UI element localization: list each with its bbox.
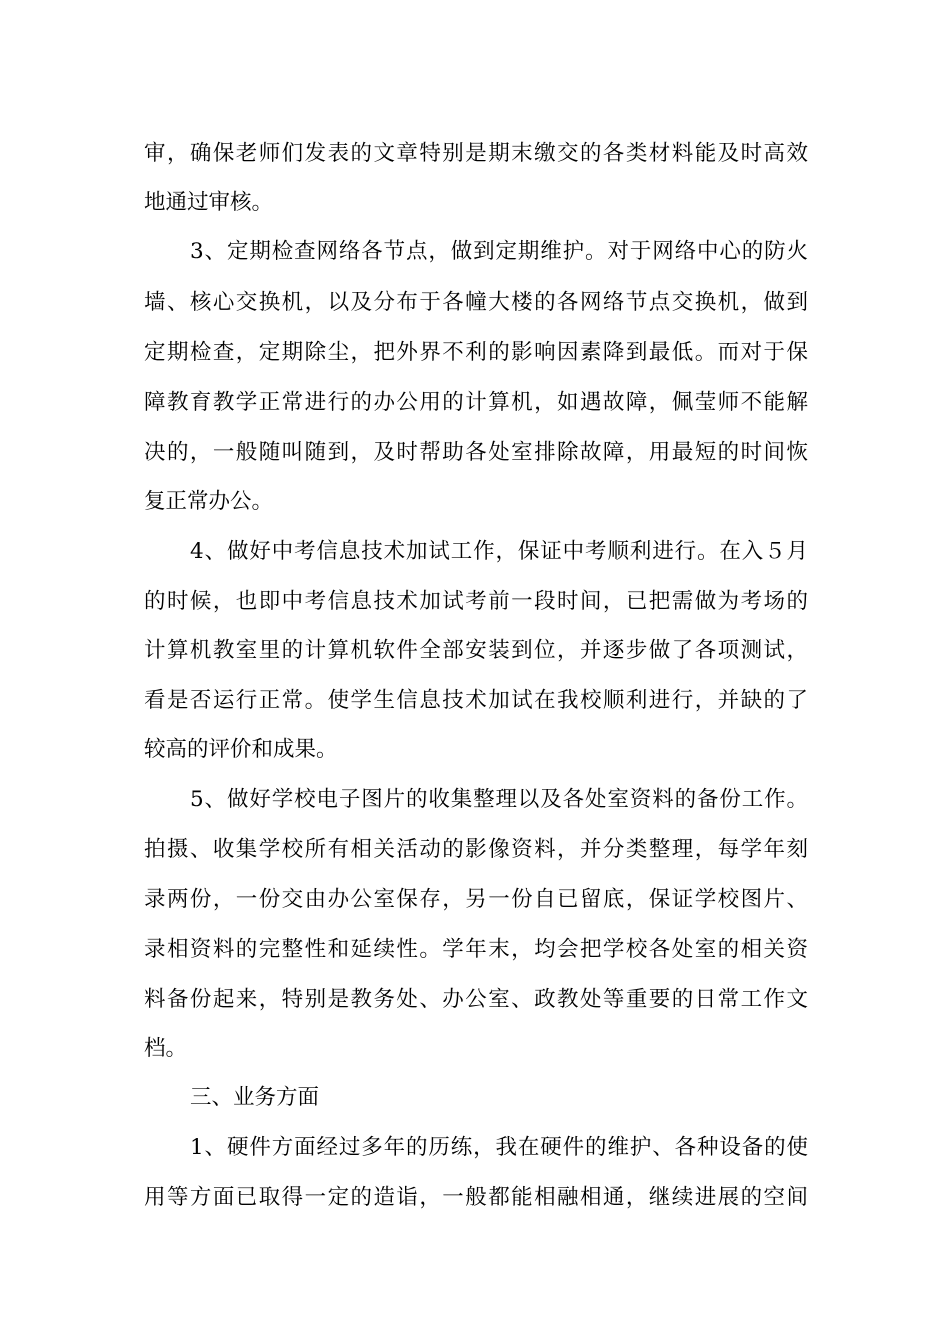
section-heading: 三、业务方面 (190, 1085, 320, 1110)
text-line: 地通过审核。 (144, 190, 274, 215)
text-line: 计算机教室里的计算机软件全部安装到位，并逐步做了各项测试， (144, 638, 808, 663)
text-line: 料备份起来，特别是教务处、办公室、政教处等重要的日常工作文 (144, 987, 808, 1012)
text-line: 档。 (144, 1036, 188, 1061)
text-line: 的时候，也即中考信息技术加试考前一段时间，已把需做为考场的 (144, 589, 808, 614)
text-line: 录相资料的完整性和延续性。学年末，均会把学校各处室的相关资 (144, 937, 808, 962)
text-line: 定期检查，定期除尘，把外界不利的影响因素降到最低。而对于保 (144, 340, 808, 365)
paragraph-start-line: 3、定期检查网络各节点，做到定期维护。对于网络中心的防火 (190, 239, 808, 264)
paragraph-start-line: 1、硬件方面经过多年的历练，我在硬件的维护、各种设备的使 (190, 1135, 808, 1160)
text-line: 决的，一般随叫随到，及时帮助各处室排除故障，用最短的时间恢 (144, 440, 808, 465)
text-line: 障教育教学正常进行的办公用的计算机，如遇故障，佩莹师不能解 (144, 390, 808, 415)
text-line: 审，确保老师们发表的文章特别是期末缴交的各类材料能及时高效 (144, 141, 808, 166)
text-line: 墙、核心交换机，以及分布于各幢大楼的各网络节点交换机，做到 (144, 290, 808, 315)
paragraph-start-line: 4、做好中考信息技术加试工作，保证中考顺利进行。在入５月 (190, 539, 808, 564)
text-line: 复正常办公。 (144, 489, 274, 514)
text-line: 用等方面已取得一定的造诣，一般都能相融相通，继续进展的空间 (144, 1185, 808, 1210)
text-line: 看是否运行正常。使学生信息技术加试在我校顺利进行，并缺的了 (144, 688, 808, 713)
paragraph-start-line: 5、做好学校电子图片的收集整理以及各处室资料的备份工作。 (190, 787, 808, 812)
text-line: 录两份，一份交由办公室保存，另一份自已留底，保证学校图片、 (144, 887, 808, 912)
text-line: 较高的评价和成果。 (144, 737, 338, 762)
text-line: 拍摄、收集学校所有相关活动的影像资料，并分类整理，每学年刻 (144, 837, 808, 862)
